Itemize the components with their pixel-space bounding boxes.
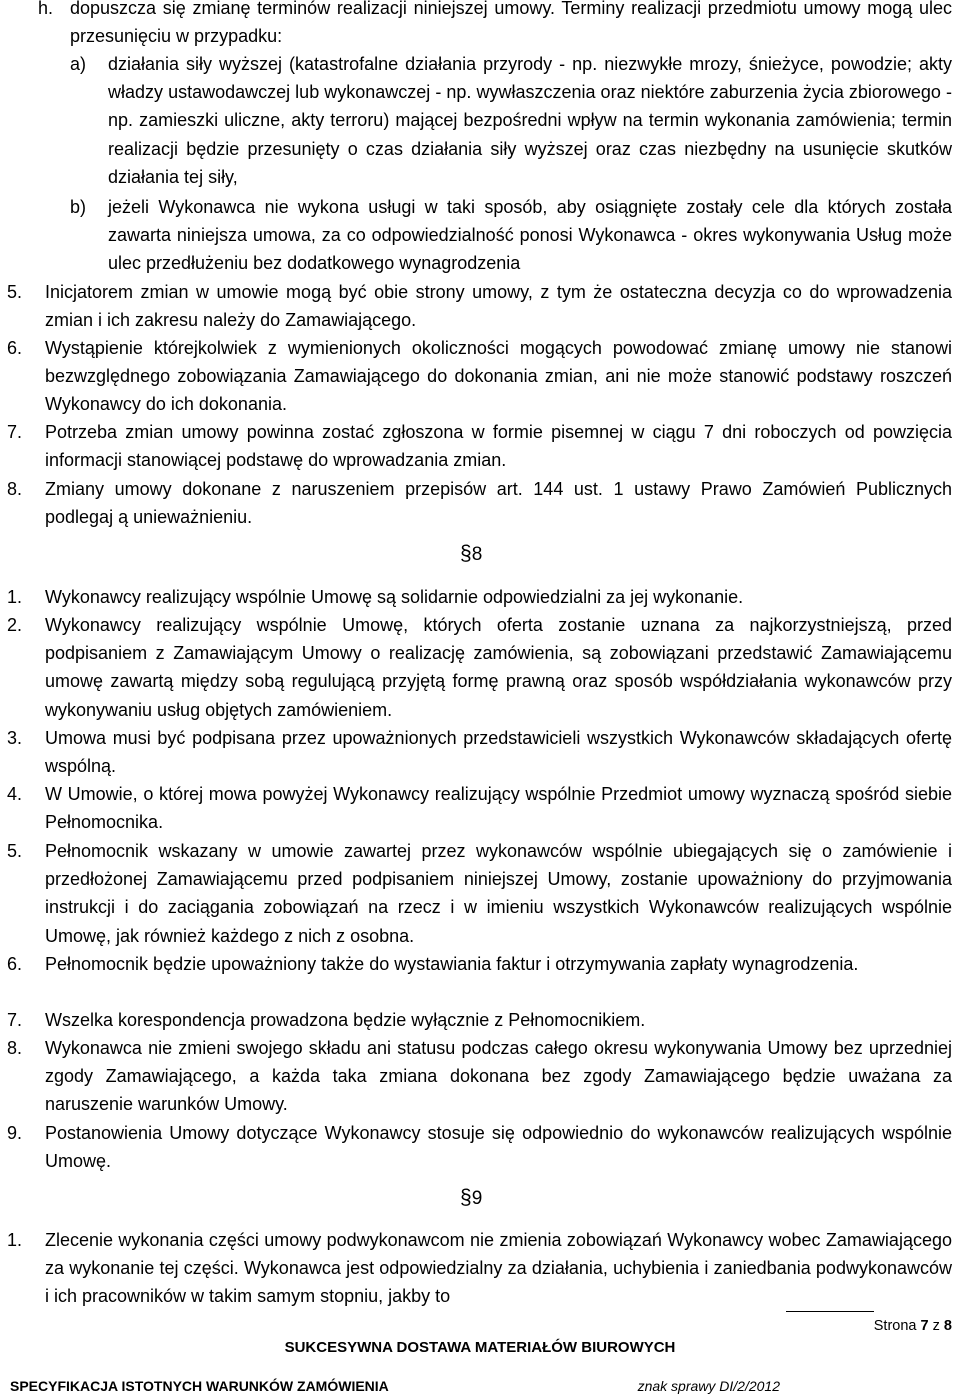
sec8-item-3 [7,724,952,780]
list-marker: 1. [7,587,23,607]
sec8-item-7 [7,1006,952,1034]
list-marker: 3. [7,728,23,748]
sec8-item-1 [7,583,952,611]
list-text: Inicjatorem zmian w umowie mogą być obie strony umowy, z tym że ostateczna decyzja co do wprowadzenia zmian i ich zakresu należy do Zamawiającego. [45,282,952,331]
list-text: W Umowie, o której mowa powyżej Wykonawcy realizujący wspólnie Przedmiot umowy wyznaczą spośród siebie Pełnomocnika. [45,784,952,833]
list-marker: 8. [7,1038,23,1058]
page-current: 7 [920,1318,929,1334]
list-marker: 5. [7,841,23,861]
list-marker: h. [38,0,54,18]
page-number-divider [786,1311,874,1312]
list-marker: a) [70,54,87,74]
section-heading-9 [460,1186,482,1210]
page-label: Strona [873,1318,917,1334]
list-text: działania siły wyższej (katastrofalne działania przyrody - np. niezwykłe mrozy, śnieżyce, powodzie; akty władzy ustawodawczej lub wykonawczej - np. wywłaszczenia oraz niektóre zaburzenia życia zbiorowego - np. zamieszki uliczne, akty terroru) mającej bezpośredni wpływ na termin wykonania zamówienia; termin realizacji będzie przesunięty o czas działania siły wyższej oraz czas niezbędny na usunięcie skutków działania tej siły, [108,54,952,187]
list-item-7 [7,418,952,474]
sec8-item-9 [7,1119,952,1175]
list-text: Wystąpienie którejkolwiek z wymienionych okoliczności mogących powodować zmianę umowy nie stanowi bezwzględnego zobowiązania Zamawiającego do dokonania zmian, ani nie może stanowić podstawy roszczeń Wykonawcy do ich dokonania. [45,338,952,415]
list-text: Wykonawca nie zmieni swojego składu ani statusu podczas całego okresu wykonywania Umowy bez uprzedniej zgody Zamawiającego, a każda taka zmiana dokonana bez zgody Zamawiającego będzie uważana za naruszenie warunków Umowy. [45,1038,952,1115]
list-marker: 1. [7,1230,23,1250]
section-number: 8 [471,544,483,565]
sec8-item-8 [7,1034,952,1119]
list-text: Pełnomocnik wskazany w umowie zawartej przez wykonawców wspólnie ubiegających się o zamówienie i przedłożonej Zamawiającemu przed podpisaniem niniejszej Umowy, zostanie upoważniony do przyjmowania instrukcji i do zaciągania zobowiązań na rzecz i w imieniu wszystkich Wykonawców realizujących wspólnie Umowę, jak również każdego z nich z osobna. [45,841,952,946]
list-text: dopuszcza się zmianę terminów realizacji niniejszej umowy. Terminy realizacji przedmiotu umowy mogą ulec przesunięciu w przypadku: [70,0,952,47]
list-marker: 2. [7,615,23,635]
section-heading-8 [460,542,482,566]
footer-title: SUKCESYWNA DOSTAWA MATERIAŁÓW BIUROWYCH [284,1339,676,1356]
list-item-5 [7,278,952,334]
page-number [874,1318,952,1334]
list-item-b [70,193,952,278]
list-text: Zlecenie wykonania części umowy podwykonawcom nie zmienia zobowiązań Wykonawcy wobec Zamawiającego za wykonanie tej części. Wykonawca jest odpowiedzialny za działania, uchybienia i zaniedbania podwykonawców i ich pracowników w takim samym stopniu, jakby to [45,1230,952,1307]
list-text: Wykonawcy realizujący wspólnie Umowę są solidarnie odpowiedzialni za jej wykonanie. [45,587,744,607]
sec8-item-5 [7,837,952,950]
list-text: Wykonawcy realizujący wspólnie Umowę, których oferta zostanie uznana za najkorzystniejszą, przed podpisaniem z Zamawiającym Umowy o realizację zamówienia, są zobowiązani przedstawić Zamawiającemu umowę zawartą między sobą regulującą przyjętą formę prawną oraz sposób współdziałania wykonawców przy wykonywaniu usług objętych zamówieniem. [45,615,952,720]
list-text: Pełnomocnik będzie upoważniony także do wystawiania faktur i otrzymywania zapłaty wynagrodzenia. [45,954,859,974]
list-item-h [38,0,952,50]
list-marker: 4. [7,784,23,804]
list-marker: 5. [7,282,23,302]
list-text: Zmiany umowy dokonane z naruszeniem przepisów art. 144 ust. 1 ustawy Prawo Zamówień Publicznych podlegaj ą unieważnieniu. [45,479,952,528]
list-text: Umowa musi być podpisana przez upoważnionych przedstawicieli wszystkich Wykonawców składających ofertę wspólną. [45,728,952,777]
section-symbol: § [460,1186,472,1209]
sec8-item-2 [7,611,952,724]
list-text: Wszelka korespondencja prowadzona będzie wyłącznie z Pełnomocnikiem. [45,1010,646,1030]
list-item-a [70,50,952,191]
list-marker: 7. [7,422,23,442]
page-total: 8 [943,1318,952,1334]
sec8-item-6 [7,950,952,978]
list-item-6 [7,334,952,419]
list-marker: 6. [7,338,23,358]
list-marker: 6. [7,954,23,974]
list-text: jeżeli Wykonawca nie wykona usługi w taki sposób, aby osiągnięte zostały cele dla których została zawarta niniejsza umowa, za co odpowiedzialność ponosi Wykonawca - okres wykonywania Usług może ulec przedłużeniu bez dodatkowego wynagrodzenia [108,197,952,274]
section-symbol: § [460,542,472,565]
footer-left: SPECYFIKACJA ISTOTNYCH WARUNKÓW ZAMÓWIENIA [10,1378,389,1394]
sec8-item-4 [7,780,952,836]
list-text: Postanowienia Umowy dotyczące Wykonawcy stosuje się odpowiednio do wykonawców realizujących wspólnie Umowę. [45,1123,952,1172]
sec9-item-1 [7,1226,952,1311]
list-marker: b) [70,197,87,217]
footer-case-number: znak sprawy DI/2/2012 [637,1378,780,1394]
page-sep: z [932,1318,940,1334]
list-marker: 9. [7,1123,23,1143]
section-number: 9 [471,1188,483,1209]
list-marker: 8. [7,479,23,499]
list-marker: 7. [7,1010,23,1030]
list-item-8 [7,475,952,531]
list-text: Potrzeba zmian umowy powinna zostać zgłoszona w formie pisemnej w ciągu 7 dni roboczych od powzięcia informacji stanowiącej podstawę do wprowadzania zmian. [45,422,952,471]
